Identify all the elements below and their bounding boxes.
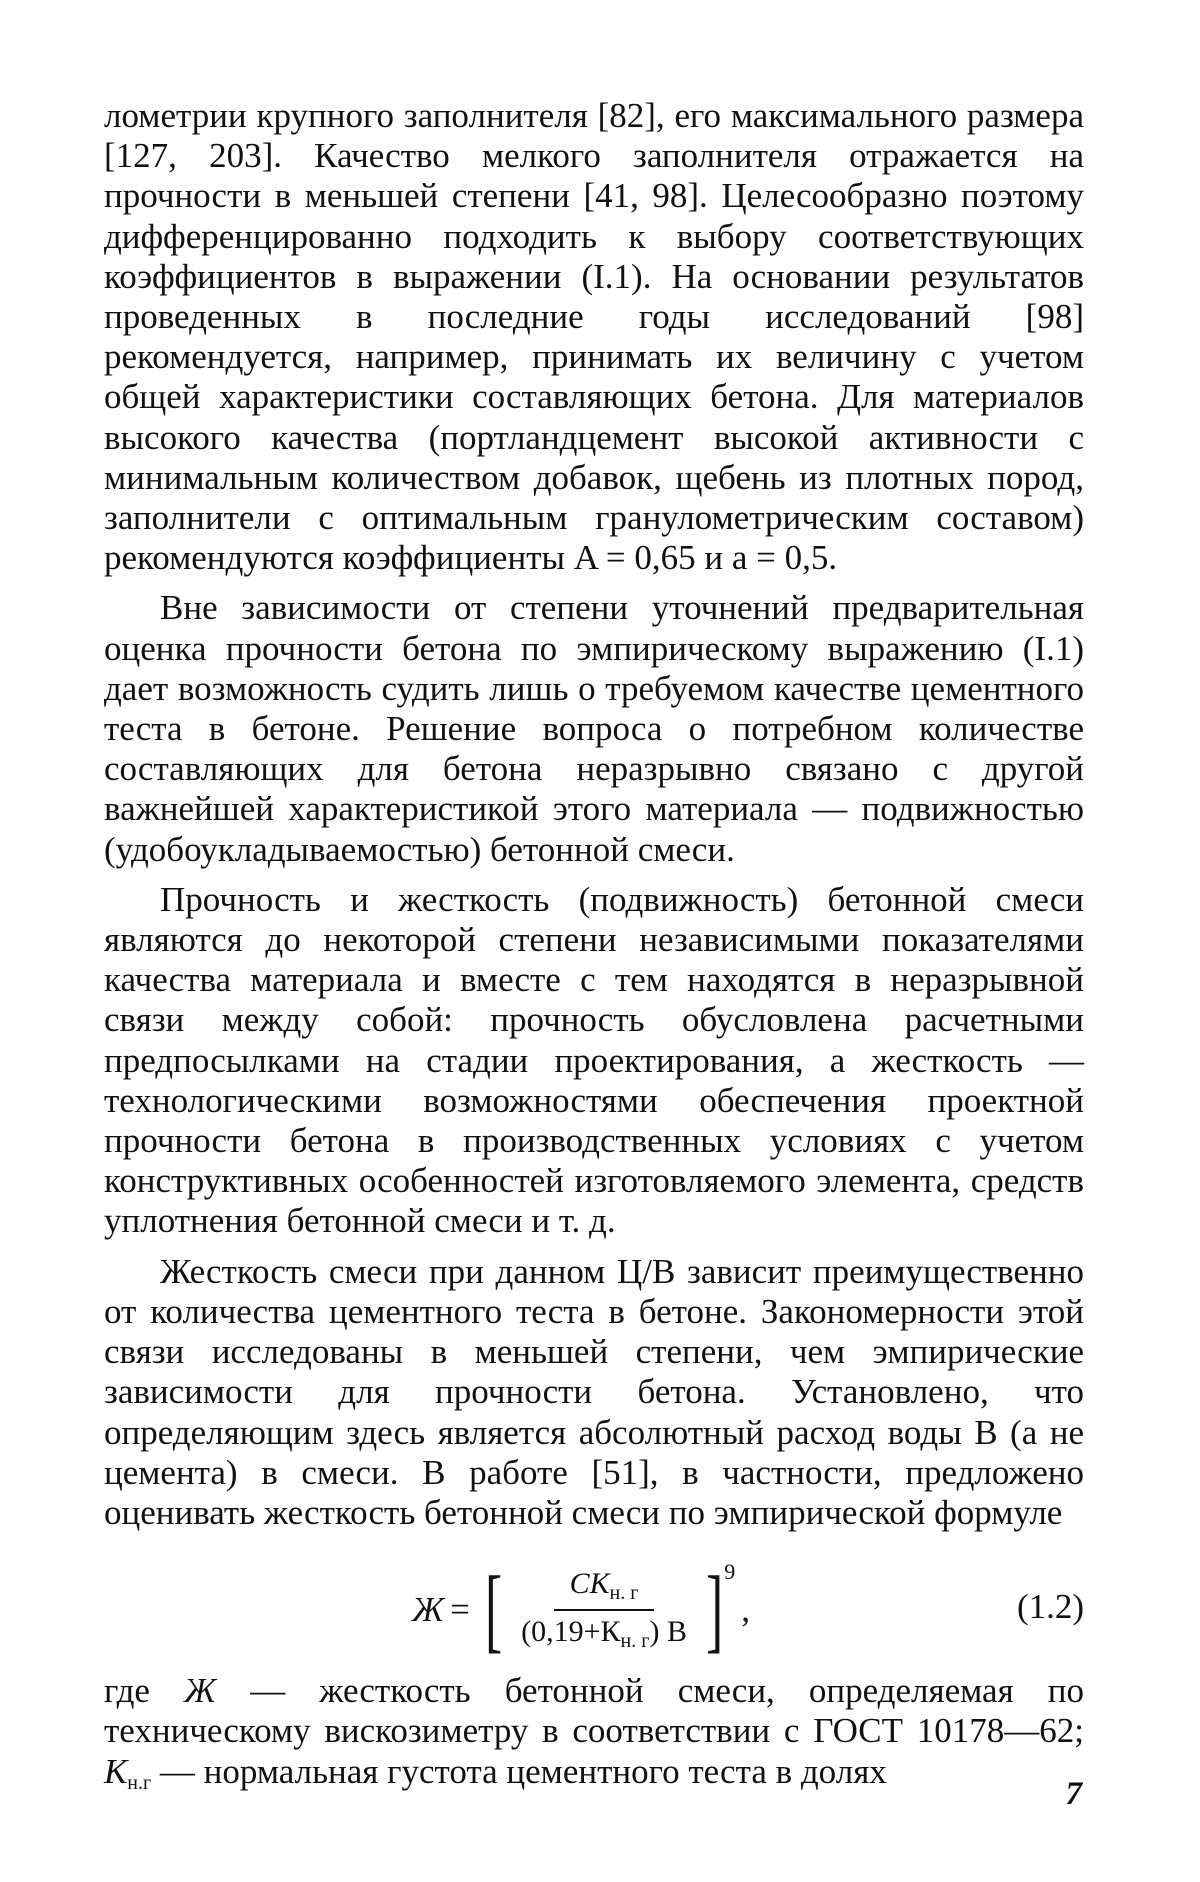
- numerator-sub: н. г: [609, 1582, 639, 1605]
- page-number: 7: [1065, 1776, 1082, 1812]
- formula-body: [412, 1555, 750, 1665]
- denominator-sub: н. г: [620, 1630, 650, 1653]
- formula-numerator: [554, 1567, 655, 1611]
- symbol-zh: Ж: [184, 1671, 217, 1711]
- symbol-k: К: [104, 1751, 128, 1791]
- where-text-3: — нормальная густота цементного теста в долях: [151, 1751, 887, 1791]
- body-text: [104, 96, 1084, 1803]
- formula-equals: =: [450, 1590, 470, 1630]
- symbol-k-sub: н.г: [127, 1771, 152, 1794]
- numerator-main: СК: [569, 1567, 610, 1601]
- paragraph-4: Жесткость смеси при данном Ц/В зависит преимущественно от количества цементного теста в бетоне. Закономерности этой связи исследованы в меньшей степени, чем эмпирические зависимости для прочности бетона. Установлено, что определяющим здесь является абсолютный расход воды В (а не цемента) в смеси. В работе [51], в частности, предложено оценивать жесткость бетонной смеси по эмпирической формуле: [104, 1251, 1084, 1532]
- paragraph-1: лометрии крупного заполнителя [82], его максимального размера [127, 203]. Качество мелкого заполнителя отражается на прочности в меньшей степени [41, 98]. Целесообразно поэтому дифференцированно подходить к выбору соответствующих коэффициентов в выражении (I.1). На основании результатов проведенных в последние годы исследований [98] рекомендуется, например, принимать их величину с учетом общей характеристики составляющих бетона. Для материалов высокого качества (портландцемент высокой активности с минимальным количеством добавок, щебень из плотных пород, заполнители с оптимальным гранулометрическим составом) рекомендуются коэффициенты A = 0,65 и a = 0,5.: [104, 96, 1084, 578]
- denominator-start: (0,19+К: [521, 1615, 621, 1649]
- paragraph-3: Прочность и жесткость (подвижность) бетонной смеси являются до некоторой степени независимыми показателями качества материала и вместе с тем находятся в неразрывной связи между собой: прочность обусловлена расчетными предпосылками на стадии проектирования, а жесткость — технологическими возможностями обеспечения проектной прочности бетона в производственных условиях с учетом конструктивных особенностей изготовляемого элемента, средств уплотнения бетонной смеси и т. д.: [104, 879, 1084, 1241]
- formula-fraction: [511, 1567, 697, 1653]
- paragraph-2: Вне зависимости от степени уточнений предварительная оценка прочности бетона по эмпирическому выражению (I.1) дает возможность судить лишь о требуемом качестве цементного теста в бетоне. Решение вопроса о потребном количестве составляющих для бетона неразрывно связано с другой важнейшей характеристикой этого материала — подвижностью (удобоукладываемостью) бетонной смеси.: [104, 588, 1084, 869]
- paragraph-5: [104, 1671, 1084, 1803]
- formula-trailing: ,: [741, 1590, 751, 1630]
- where-text-2: — жесткость бетонной смеси, определяемая по техническому вискозиметру в соответствии с ГОСТ 10178—62;: [104, 1671, 1084, 1751]
- formula-1-2: [104, 1545, 1084, 1671]
- where-text-1: где: [104, 1671, 185, 1711]
- denominator-end: ) В: [649, 1615, 687, 1649]
- formula-exponent: 9: [724, 1559, 736, 1585]
- equation-number: (1.2): [1016, 1587, 1084, 1627]
- formula-denominator: [511, 1611, 697, 1653]
- formula-lhs: Ж: [412, 1590, 445, 1630]
- right-bracket-icon: ]: [705, 1558, 724, 1663]
- left-bracket-icon: [: [484, 1558, 503, 1663]
